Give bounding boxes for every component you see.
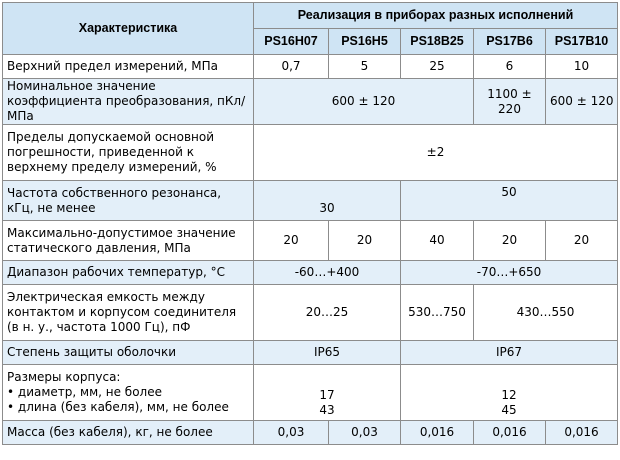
row-label: Электрическая емкость между контактом и корпусом соединителя (в н. у., частота 1000 Гц), пФ <box>3 285 254 341</box>
dimensions-title: Размеры корпуса: <box>7 370 121 384</box>
row-mass <box>3 421 618 445</box>
cell-value: 20 <box>254 221 329 261</box>
header-implementation: Реализация в приборах разных исполнений <box>254 3 618 29</box>
model-header: PS18B25 <box>401 29 474 55</box>
row-label: Степень защиты оболочки <box>3 341 254 365</box>
cell-value <box>254 365 401 421</box>
cell-value: 600 ± 120 <box>546 79 618 125</box>
cell-value: 0,03 <box>329 421 401 445</box>
row-resonance <box>3 181 618 221</box>
dimensions-length-label: • длина (без кабеля), мм, не более <box>7 400 229 414</box>
cell-value: -60…+400 <box>254 261 401 285</box>
cell-value: 10 <box>546 55 618 79</box>
cell-value: -70…+650 <box>401 261 618 285</box>
cell-value: 30 <box>254 181 401 221</box>
row-upper-limit <box>3 55 618 79</box>
header-row-1 <box>3 3 618 29</box>
row-label: Пределы допускаемой основной погрешности, приведенной к верхнему пределу измерений, % <box>3 125 254 181</box>
cell-value: 40 <box>401 221 474 261</box>
row-label <box>3 365 254 421</box>
row-label: Номинальное значение коэффициента преобразования, пКл/МПа <box>3 79 254 125</box>
row-label: Масса (без кабеля), кг, не более <box>3 421 254 445</box>
cell-value: 530…750 <box>401 285 474 341</box>
cell-value: IP65 <box>254 341 401 365</box>
row-temperature <box>3 261 618 285</box>
cell-value: 20 <box>474 221 546 261</box>
length-value: 45 <box>501 403 517 417</box>
cell-value: 20 <box>329 221 401 261</box>
row-error <box>3 125 618 181</box>
row-label: Верхний предел измерений, МПа <box>3 55 254 79</box>
cell-value: 1100 ± 220 <box>474 79 546 125</box>
diameter-value: 12 <box>501 388 517 402</box>
cell-value: 5 <box>329 55 401 79</box>
cell-value: 50 <box>401 181 618 221</box>
row-static-pressure <box>3 221 618 261</box>
cell-value <box>401 365 618 421</box>
cell-value: 20…25 <box>254 285 401 341</box>
cell-value: IP67 <box>401 341 618 365</box>
cell-value: 0,016 <box>474 421 546 445</box>
header-characteristic: Характеристика <box>3 3 254 55</box>
cell-value: 25 <box>401 55 474 79</box>
model-header: PS16H5 <box>329 29 401 55</box>
cell-value: 600 ± 120 <box>254 79 474 125</box>
row-label: Максимально-допустимое значение статического давления, МПа <box>3 221 254 261</box>
cell-value: 0,016 <box>546 421 618 445</box>
spec-table <box>2 2 618 445</box>
cell-value: ±2 <box>254 125 618 181</box>
diameter-value: 17 <box>319 388 335 402</box>
cell-value: 20 <box>546 221 618 261</box>
cell-value: 430…550 <box>474 285 618 341</box>
length-value: 43 <box>319 403 335 417</box>
cell-value: 0,03 <box>254 421 329 445</box>
model-header: PS17B10 <box>546 29 618 55</box>
row-capacitance <box>3 285 618 341</box>
row-dimensions <box>3 365 618 421</box>
cell-value: 0,7 <box>254 55 329 79</box>
cell-value: 0,016 <box>401 421 474 445</box>
row-label: Диапазон рабочих температур, °С <box>3 261 254 285</box>
row-conversion <box>3 79 618 125</box>
model-header: PS17B6 <box>474 29 546 55</box>
dimensions-diameter-label: • диаметр, мм, не более <box>7 385 162 399</box>
row-protection <box>3 341 618 365</box>
model-header: PS16H07 <box>254 29 329 55</box>
cell-value: 6 <box>474 55 546 79</box>
row-label: Частота собственного резонанса, кГц, не менее <box>3 181 254 221</box>
